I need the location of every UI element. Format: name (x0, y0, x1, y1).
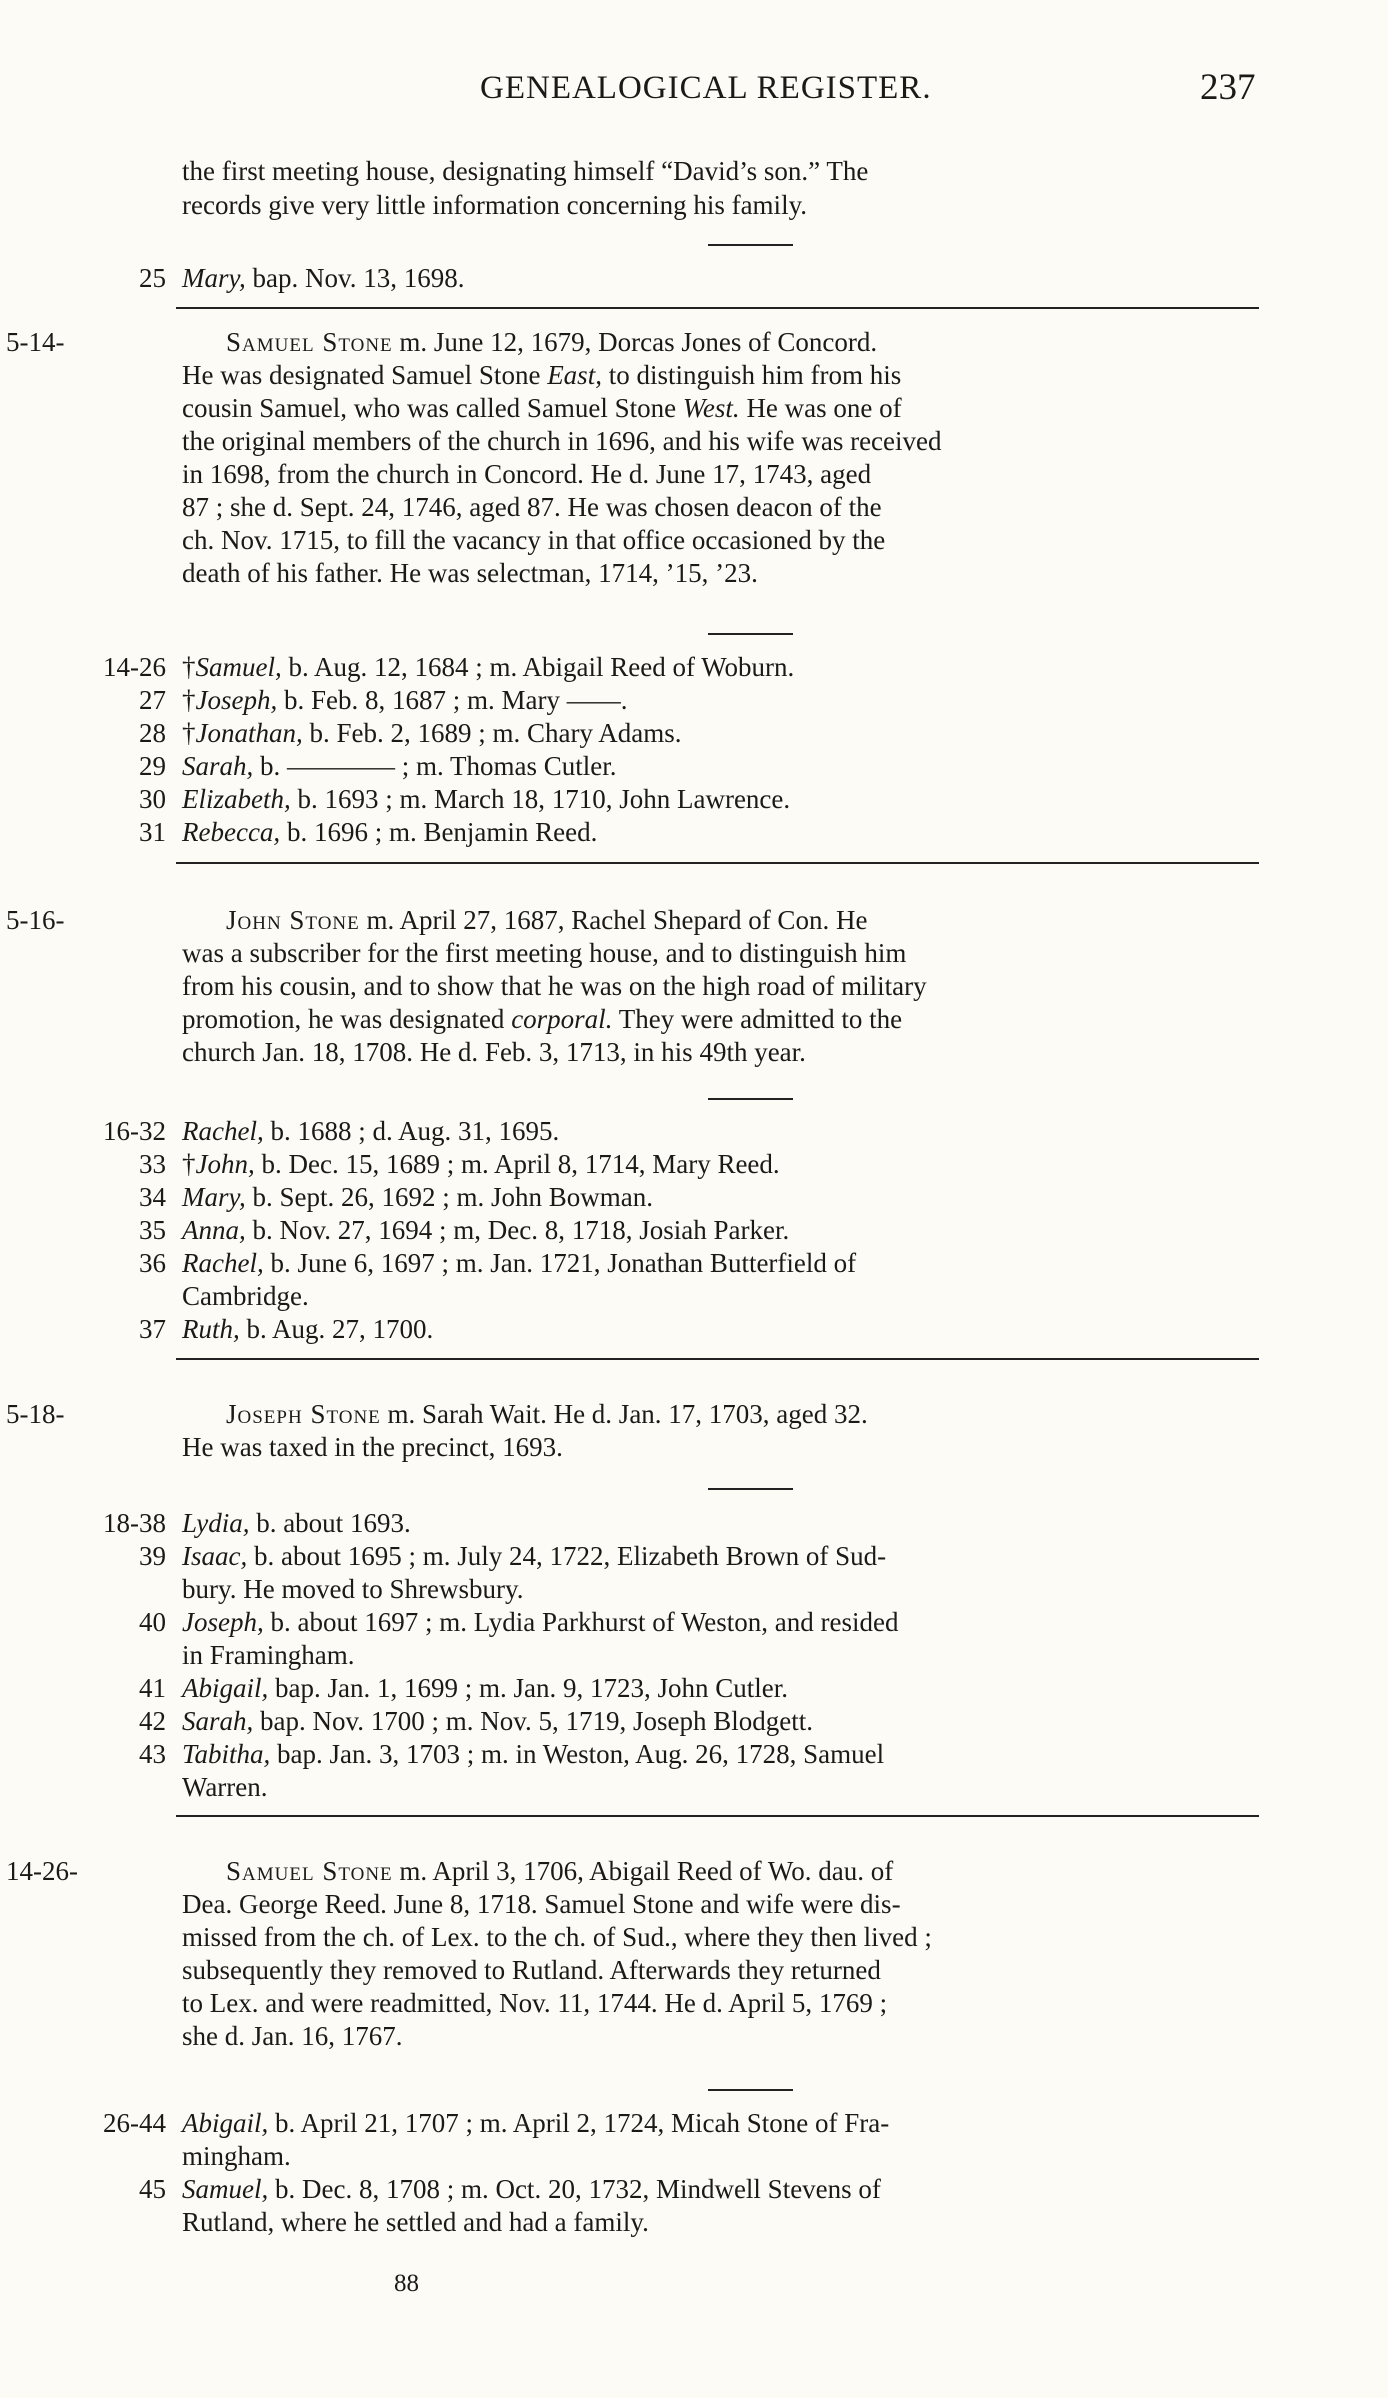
entry-number: 39 (139, 1541, 166, 1571)
family-head-line: John Stone m. April 27, 1687, Rachel Shepard of Con. He (226, 905, 868, 935)
child-name: Abigail, (182, 2108, 269, 2138)
child-name: Abigail, (182, 1673, 269, 1703)
child-entry: Lydia, b. about 1693. (182, 1508, 411, 1538)
child-entry: Mary, b. Sept. 26, 1692 ; m. John Bowman. (182, 1182, 654, 1212)
entry-number: 31 (139, 817, 166, 847)
family-head-name: John Stone (226, 905, 360, 935)
generation-ref: 5-16- (6, 905, 65, 935)
child-entry: Sarah, b. ———— ; m. Thomas Cutler. (182, 751, 617, 781)
body-line: He was designated Samuel Stone East, to distinguish him from his (182, 360, 902, 390)
child-entry: Abigail, b. April 21, 1707 ; m. April 2, 1724, Micah Stone of Fra- (182, 2108, 890, 2138)
child-name: Rachel, (182, 1116, 264, 1146)
family-rule (176, 862, 1259, 864)
child-entry: Anna, b. Nov. 27, 1694 ; m, Dec. 8, 1718, Josiah Parker. (182, 1215, 790, 1245)
section-divider (708, 244, 793, 246)
section-divider (708, 2089, 793, 2091)
child-name: Tabitha, (182, 1739, 271, 1769)
child-entry: Rachel, b. 1688 ; d. Aug. 31, 1695. (182, 1116, 560, 1146)
family-head-name: Joseph Stone (226, 1399, 381, 1429)
body-line: cousin Samuel, who was called Samuel Stone West. He was one of (182, 393, 902, 423)
child-name: Sarah, (182, 1706, 254, 1736)
entry-number: 29 (139, 751, 166, 781)
family-head-name: Samuel Stone (226, 1856, 393, 1886)
entry-number: 26-44 (103, 2108, 166, 2138)
child-entry: Sarah, bap. Nov. 1700 ; m. Nov. 5, 1719, Joseph Blodgett. (182, 1706, 813, 1736)
child-entry: †Jonathan, b. Feb. 2, 1689 ; m. Chary Adams. (182, 718, 682, 748)
section-divider (708, 633, 793, 635)
entry-number: 35 (139, 1215, 166, 1245)
child-entry: †Joseph, b. Feb. 8, 1687 ; m. Mary ——. (182, 685, 628, 715)
body-line: to Lex. and were readmitted, Nov. 11, 1744. He d. April 5, 1769 ; (182, 1988, 888, 2018)
child-name: Joseph, (195, 685, 278, 715)
generation-ref: 14-26- (6, 1856, 78, 1886)
child-name: Jonathan, (195, 718, 303, 748)
family-head-name: Samuel Stone (226, 327, 393, 357)
child-name: Rachel, (182, 1248, 264, 1278)
body-line: 87 ; she d. Sept. 24, 1746, aged 87. He was chosen deacon of the (182, 492, 882, 522)
entry-number: 36 (139, 1248, 166, 1278)
child-entry: †Samuel, b. Aug. 12, 1684 ; m. Abigail Reed of Woburn. (182, 652, 795, 682)
child-entry: Joseph, b. about 1697 ; m. Lydia Parkhurst of Weston, and resided (182, 1607, 899, 1637)
child-name: Mary, (182, 263, 246, 293)
body-line: was a subscriber for the first meeting house, and to distinguish him (182, 938, 907, 968)
entry-number: 33 (139, 1149, 166, 1179)
child-name: Anna, (182, 1215, 246, 1245)
family-head-line: Samuel Stone m. June 12, 1679, Dorcas Jones of Concord. (226, 327, 878, 357)
family-rule (176, 1358, 1259, 1360)
entry-number: 14-26 (103, 652, 166, 682)
body-line: from his cousin, and to show that he was on the high road of military (182, 971, 927, 1001)
entry-number: 18-38 (103, 1508, 166, 1538)
child-entry: Rebecca, b. 1696 ; m. Benjamin Reed. (182, 817, 598, 847)
entry-number: 30 (139, 784, 166, 814)
child-entry-continued: bury. He moved to Shrewsbury. (182, 1574, 524, 1604)
child-name: John, (195, 1149, 255, 1179)
generation-ref: 5-14- (6, 327, 65, 357)
child-entry-continued: mingham. (182, 2141, 291, 2171)
intro-line: the first meeting house, designating himself “David’s son.” The (182, 156, 869, 186)
child-entry: Ruth, b. Aug. 27, 1700. (182, 1314, 434, 1344)
signature-mark: 88 (394, 2270, 419, 2297)
child-name: Joseph, (182, 1607, 264, 1637)
child-entry: Isaac, b. about 1695 ; m. July 24, 1722, Elizabeth Brown of Sud- (182, 1541, 887, 1571)
child-entry: †John, b. Dec. 15, 1689 ; m. April 8, 1714, Mary Reed. (182, 1149, 780, 1179)
child-entry-continued: Warren. (182, 1772, 268, 1802)
child-entry: Abigail, bap. Jan. 1, 1699 ; m. Jan. 9, 1723, John Cutler. (182, 1673, 788, 1703)
child-name: Lydia, (182, 1508, 250, 1538)
entry-number: 41 (139, 1673, 166, 1703)
child-name: Samuel, (182, 2174, 269, 2204)
entry-number: 42 (139, 1706, 166, 1736)
family-rule (176, 307, 1259, 309)
child-name: Isaac, (182, 1541, 248, 1571)
family-rule (176, 1815, 1259, 1817)
entry-number: 28 (139, 718, 166, 748)
body-line: promotion, he was designated corporal. They were admitted to the (182, 1004, 903, 1034)
body-line: she d. Jan. 16, 1767. (182, 2021, 403, 2051)
entry-number: 43 (139, 1739, 166, 1769)
body-line: He was taxed in the precinct, 1693. (182, 1432, 563, 1462)
child-entry: Rachel, b. June 6, 1697 ; m. Jan. 1721, Jonathan Butterfield of (182, 1248, 857, 1278)
child-entry: Elizabeth, b. 1693 ; m. March 18, 1710, John Lawrence. (182, 784, 791, 814)
body-line: ch. Nov. 1715, to fill the vacancy in that office occasioned by the (182, 525, 886, 555)
entry-number: 27 (139, 685, 166, 715)
family-head-line: Joseph Stone m. Sarah Wait. He d. Jan. 17, 1703, aged 32. (226, 1399, 868, 1429)
entry-number: 45 (139, 2174, 166, 2204)
child-entry: Samuel, b. Dec. 8, 1708 ; m. Oct. 20, 1732, Mindwell Stevens of (182, 2174, 881, 2204)
generation-ref: 5-18- (6, 1399, 65, 1429)
child-entry-continued: in Framingham. (182, 1640, 355, 1670)
child-name: Mary, (182, 1182, 246, 1212)
intro-line: records give very little information concerning his family. (182, 190, 808, 220)
entry-number: 37 (139, 1314, 166, 1344)
child-name: Rebecca, (182, 817, 281, 847)
section-divider (708, 1098, 793, 1100)
body-line: church Jan. 18, 1708. He d. Feb. 3, 1713, in his 49th year. (182, 1037, 806, 1067)
family-head-line: Samuel Stone m. April 3, 1706, Abigail Reed of Wo. dau. of (226, 1856, 894, 1886)
child-entry-continued: Rutland, where he settled and had a family. (182, 2207, 649, 2237)
child-entry: Tabitha, bap. Jan. 3, 1703 ; m. in Weston, Aug. 26, 1728, Samuel (182, 1739, 885, 1769)
entry-number: 16-32 (103, 1116, 166, 1146)
running-head: GENEALOGICAL REGISTER. (480, 70, 932, 106)
child-name: Sarah, (182, 751, 254, 781)
entry-number: 34 (139, 1182, 166, 1212)
body-line: the original members of the church in 1696, and his wife was received (182, 426, 942, 456)
child-name: Elizabeth, (182, 784, 291, 814)
child-entry (182, 262, 1257, 294)
body-line: missed from the ch. of Lex. to the ch. of Sud., where they then lived ; (182, 1922, 932, 1952)
body-line: Dea. George Reed. June 8, 1718. Samuel Stone and wife were dis- (182, 1889, 901, 1919)
entry-number: 25 (139, 263, 166, 293)
entry-number: 40 (139, 1607, 166, 1637)
body-line: subsequently they removed to Rutland. Afterwards they returned (182, 1955, 881, 1985)
section-divider (708, 1488, 793, 1490)
child-text: bap. Nov. 13, 1698. (245, 263, 465, 293)
child-entry-continued: Cambridge. (182, 1281, 309, 1311)
body-line: in 1698, from the church in Concord. He d. June 17, 1743, aged (182, 459, 872, 489)
page-number: 237 (1200, 67, 1256, 108)
body-line: death of his father. He was selectman, 1714, ’15, ’23. (182, 558, 758, 588)
child-name: Ruth, (182, 1314, 240, 1344)
child-name: Samuel, (195, 652, 282, 682)
